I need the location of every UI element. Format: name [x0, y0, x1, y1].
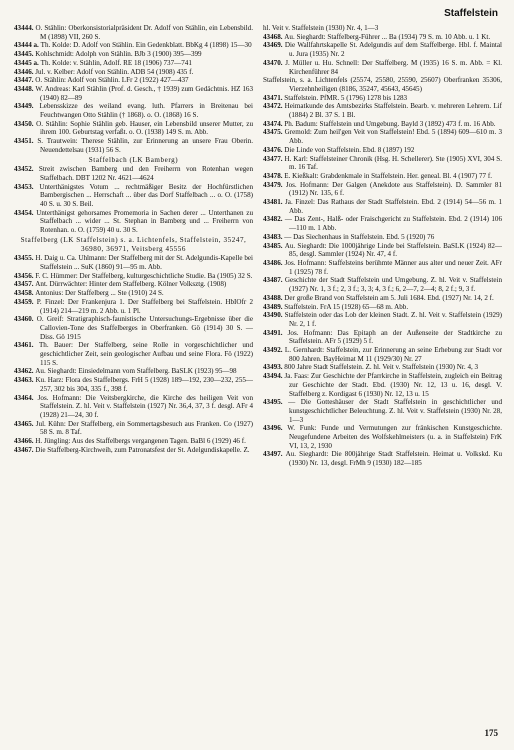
entry-text: Staffelstein, s. a. Lichtenfels (25574, 25580, 25590, 25607) Oberfranken 35306, Vierzehnheiligen (8186, 35247, 45643, 45645) — [263, 76, 502, 93]
entry-number: 43464. — [14, 393, 38, 402]
entry-text: W. Andreas: Karl Stählin (Prof. d. Gesch., † 1939) zum Gedächtnis. HZ 163 (1940) 82—89 — [35, 84, 254, 102]
entry-text: Gremold: Zum heil'gen Veit von Staffelstein! Ebd. 5 (1894) 609—610 m. 3 Abb. — [284, 128, 502, 146]
bibliography-entry — [263, 311, 502, 328]
entry-text: H. Daig u. Ca. Uhlmann: Der Staffelberg mit der St. Adelgundis-Kapelle bei Staffelstein ... SuK (1860) 91—95 m. Abb. — [35, 254, 253, 271]
bibliography-entry — [263, 94, 502, 103]
entry-text: Antonius: Der Staffelberg ... Ste (1910) 24 S. — [35, 289, 164, 298]
entry-text: S. Trautwein: Therese Stählin, zur Erinnerung an unsere Frau Oberin. Neuendettelsau (1931) 56 S. — [37, 137, 253, 154]
entry-number: 43490. — [263, 311, 285, 320]
entry-number: 43497. — [263, 450, 286, 459]
bibliography-entry — [263, 120, 502, 129]
bibliography-entry — [263, 450, 502, 467]
entry-number: 43444. — [14, 24, 36, 32]
entry-number: 43447. — [14, 76, 36, 85]
entry-number: 43474. — [263, 119, 285, 128]
bibliography-entry — [263, 259, 502, 276]
bibliography-entry — [263, 41, 502, 58]
entry-number: 43460. — [14, 315, 37, 324]
entry-text: Jul. v. Kelber: Adolf von Stählin. ADB 54 (1908) 435 f. — [35, 67, 194, 76]
entry-number: 43448. — [14, 84, 36, 93]
entry-text: O. Stählin: Adolf von Stählin. LFr 2 (1922) 427—437 — [35, 76, 189, 85]
bibliography-entry — [263, 276, 502, 293]
bibliography-entry — [14, 209, 253, 235]
entry-text: Die Linde von Staffelstein. Ebd. 8 (1897) 192 — [284, 145, 415, 154]
entry-text: Jul. Kühn: Der Staffelberg, ein Sommertagsbesuch aus Franken. Co (1927) 58 S. m. 8 Taf. — [35, 419, 254, 437]
entry-number: 43475. — [263, 128, 285, 137]
entry-text: Jos. Hofmann: Das Epitaph an der Außenseite der Stadtkirche zu Staffelstein. AFr 5 (1929) 5 f. — [287, 328, 502, 346]
bibliography-entry — [14, 341, 253, 367]
bibliography-entry — [14, 59, 253, 68]
bibliography-entry — [263, 146, 502, 155]
bibliography-entry — [14, 298, 253, 315]
entry-text: Heimatkunde des Amtsbezirks Staffelstein. Bearb. v. mehreren Lehrern. Lif (1884) 2 Bl. 37 S. 1 Bl. — [284, 102, 502, 120]
entry-text: Staffelstein. FrA 15 (1928) 65—68 m. Abb. — [284, 302, 409, 311]
bibliography-entry — [14, 446, 253, 455]
bibliography-entry — [14, 24, 253, 41]
entry-number: 43452. — [14, 165, 39, 174]
entry-text: Die Staffelberg-Kirchweih, zum Patronatsfest der St. Adelgundiskapelle. Z. — [35, 445, 250, 454]
bibliography-entry — [14, 437, 253, 446]
entry-text: Staffelstein. PfMR. 5 (1796) 1278 bis 1283 — [284, 93, 408, 102]
entry-text: Staffelstein oder das Lob der kleinen Stadt. Z. hl. Veit v. Staffelstein (1929) Nr. 2, 1 f. — [284, 311, 502, 328]
entry-number: 43483. — [263, 232, 285, 241]
entry-number: 43449. — [14, 102, 40, 111]
bibliography-entry — [263, 59, 502, 76]
bibliography-entry — [14, 254, 253, 271]
entry-text: Ja. Faas: Zur Geschichte der Pfarrkirche in Staffelstein, zugleich ein Beitrag zur Geschichte der Stadt. Ebd. (1930) Nr. 12, 13 u. 16, desgl. V. Staffelberg z. Kordigast 6 (1930) Nr. 12, 13 u. 15 — [284, 372, 502, 398]
bibliography-entry — [263, 346, 502, 363]
entry-text: — Die Gotteshäuser der Stadt Staffelstein in geschichtlicher und kunstgeschichtlicher Beleuchtung. Z. hl. Veit v. Staffelstein (1930) Nr. 28, 1—3 — [288, 398, 502, 424]
bibliography-entry — [263, 128, 502, 145]
bibliography-entry — [263, 198, 502, 215]
bibliography-entry — [263, 233, 502, 242]
entry-text: — Das Siechenhaus in Staffelstein. Ebd. 5 (1920) 76 — [284, 232, 435, 241]
bibliography-entry — [263, 215, 502, 232]
entry-number: 43446. — [14, 67, 36, 76]
entry-text: Ku. Harz: Flora des Staffelbergs. FrH 5 (1928) 189—192, 230—232, 255—257, 302 bis 304, 335 f., 398 f. — [35, 376, 254, 393]
entry-number: 43487. — [263, 276, 285, 285]
entry-text: H. Karl: Staffelsteiner Chronik (Hsg. H. Schellerer). Ste (1905) XVI, 304 S. m. 16 Taf. — [284, 154, 502, 172]
bibliography-entry — [263, 363, 502, 372]
bibliography-columns — [14, 24, 502, 724]
entry-number: 43489. — [263, 302, 285, 311]
entry-text: O. Greif: Stratigraphisch-faunistische Untersuchungs-Ergebnisse über die Callovien-Tone des Staffelberges in Oberfranken. Gö (1914) 30 S. — Diss. Gö 1915 — [36, 315, 253, 341]
section-subhead: Staffelbach (LK Bamberg) — [88, 155, 179, 164]
entry-text: 800 Jahre Stadt Staffelstein. Z. hl. Veit v. Staffelstein (1930) Nr. 4, 3 — [284, 363, 479, 372]
page-number: 175 — [484, 728, 498, 738]
entry-number: 43466. — [14, 437, 36, 446]
entry-text: Th. Kolde: v. Stählin, Adolf. RE 18 (1906) 737—741 — [40, 58, 192, 67]
bibliography-entry — [263, 372, 502, 398]
bibliography-entry — [14, 280, 253, 289]
bibliography-entry — [14, 394, 253, 420]
bibliography-entry — [14, 315, 253, 341]
entry-number: 43462. — [14, 367, 36, 376]
entry-number: 43461. — [14, 341, 39, 350]
entry-text: P. Finzel: Der Frankenjura 1. Der Staffelberg bei Staffelstein. HbIOfr 2 (1914) 214—219 m. 2 Abb. u. 1 Pl. — [36, 297, 254, 315]
entry-number: 43482. — [263, 215, 285, 224]
bibliography-entry — [263, 424, 502, 450]
entry-number: 43457. — [14, 280, 36, 289]
entry-number: 43479. — [263, 180, 286, 189]
entry-number: 43444 a. — [14, 41, 41, 50]
entry-number: 43477. — [263, 154, 285, 163]
entry-number: 43481. — [263, 198, 286, 207]
entry-number: 43488. — [263, 293, 285, 302]
bibliography-entry — [14, 289, 253, 298]
bibliography-entry — [263, 398, 502, 424]
entry-text: O. Stählin: Oberkonsistorialpräsident Dr. Adolf von Stählin, ein Lebensbild. M (1898) VII, 260 S. — [35, 24, 253, 41]
bibliography-entry — [14, 85, 253, 102]
entry-text: Jos. Hofmann: Staffelsteins berühmte Männer aus alter und neuer Zeit. AFr 1 (1925) 78 f. — [284, 258, 502, 276]
entry-number: 43453. — [14, 182, 40, 191]
entry-number: 43470. — [263, 58, 286, 67]
entry-text: Th. Bauer: Der Staffelberg, seine Rolle in vorgeschichtlicher und geschichtlicher Zeit, sein geologischer Aufbau und seine Flora. Fö (1922) 115 S. — [38, 341, 254, 367]
entry-text: Kohlschmidt: Adolph von Stählin. BJb 3 (1900) 395—399 — [35, 50, 202, 59]
entry-text: Au. Sieghardt: Einsiedelmann vom Staffelberg. BaSLK (1923) 95—98 — [35, 367, 237, 376]
entry-text: Unterthänigstes Votum ... rechtmäßiger Besitz der Hochfürstlichen Bambergischen ... Herrschaft ... über das Dorf Staffelbach ... o. O. (1758) 40 S. u. 30 S. Beil. — [39, 182, 253, 209]
bibliography-entry — [14, 272, 253, 281]
entry-text: hl. Veit v. Staffelstein (1930) Nr. 4, 1—3 — [263, 24, 379, 32]
bibliography-entry — [14, 376, 253, 393]
entry-number: 43445. — [14, 50, 36, 59]
entry-text: L. Gernhardt: Staffelstein, zur Erinnerung an seine Erhebung zur Stadt vor 800 Jahren. BayHeimat M 11 (1929/30) Nr. 27 — [284, 346, 502, 363]
left-column — [14, 24, 253, 724]
entry-text: Au. Sieghardt: Die 1000jährige Linde bei Staffelstein. BaSLK (1924) 82—85, desgl. Sammler (1924) Nr. 47, 4 f. — [284, 241, 502, 259]
entry-number: 43493. — [263, 363, 285, 372]
entry-number: 43472. — [263, 102, 285, 111]
entry-number: 43491. — [263, 328, 288, 337]
entry-number: 43465. — [14, 419, 36, 428]
entry-number: 43495. — [263, 398, 289, 407]
entry-number: 43478. — [263, 171, 285, 180]
bibliography-entry — [263, 24, 502, 33]
entry-number: 43469. — [263, 41, 285, 50]
entry-number: 43455. — [14, 254, 36, 263]
bibliography-entry — [14, 120, 253, 137]
bibliography-entry — [263, 33, 502, 42]
right-column — [263, 24, 502, 724]
bibliography-entry — [14, 76, 253, 85]
entry-number: 43494. — [263, 372, 285, 381]
entry-text: Th. Kolde: D. Adolf von Stählin. Ein Gedenkblatt. BbKg 4 (1898) 15—30 — [40, 41, 252, 50]
entry-text: Streit zwischen Bamberg und den Freiherrn von Rotenhan wegen Staffelbach. DBT 1202 Nr. 4621—4624 — [38, 165, 253, 182]
entry-number: 43450. — [14, 119, 37, 128]
entry-number: 43445 a. — [14, 58, 41, 67]
entry-number: 43451. — [14, 137, 38, 146]
bibliography-entry — [14, 165, 253, 182]
entry-number: 43454. — [14, 208, 37, 217]
bibliography-entry — [263, 329, 502, 346]
entry-text: J. Müller u. Hu. Schnell: Der Staffelberg. M (1935) 16 S. m. Abb. = Kl. Kirchenführer 84 — [285, 58, 502, 76]
bibliography-entry — [14, 102, 253, 119]
entry-number: 43459. — [14, 297, 37, 306]
bibliography-entry — [14, 420, 253, 437]
entry-text: F. C. Hümmer: Der Staffelberg, kulturgeschichtliche Studie. Ba (1905) 32 S. — [35, 271, 253, 280]
entry-text: Der große Brand von Staffelstein am 5. Juli 1684. Ebd. (1927) Nr. 14, 2 f. — [284, 293, 494, 302]
entry-number: 43476. — [263, 145, 285, 154]
entry-text: Lebensskizze des weiland evang. luth. Pfarrers in Breitenau bei Feuchtwangen Otto Stählin († 1868). o. O. (1868) 16 S. — [39, 102, 253, 120]
entry-text: Au. Sieghardt: Die 800jährige Stadt Staffelstein. Heimat u. Volkskd. Ku (1930) Nr. 13, desgl. FrMh 9 (1930) 182—185 — [285, 450, 502, 468]
entry-text: Jos. Hofmann: Die Veitsbergkirche, die Kirche des heiligen Veit von Staffelstein. Z. hl. Veit v. Staffelstein (1927) Nr. 36,4, 37, 3 f. desgl. AFr 4 (1928) 21—24, 30 f. — [37, 393, 253, 419]
entry-number: 43486. — [263, 258, 285, 267]
bibliography-entry — [263, 172, 502, 181]
bibliography-entry — [263, 181, 502, 198]
bibliography-entry — [263, 102, 502, 119]
entry-text: Geschichte der Stadt Staffelstein und Umgebung. Z. hl. Veit v. Staffelstein (1927) Nr. 1, 3 f.; 2, 3 f.; 3, 3; 4, 3 f.; 6, 2—7, 2—4; 8, 2 f.; 9, 3 f. — [284, 276, 502, 294]
section-subhead: Staffelberg (LK Staffelstein) s. a. Lichtenfels, Staffelstein, 35247, 36980, 36971, Veitsberg 45556 — [20, 235, 247, 253]
entry-text: Ja. Finzel: Das Rathaus der Stadt Staffelstein. Ebd. 2 (1914) 54—56 m. 1 Abb. — [285, 198, 502, 215]
bibliography-entry — [263, 294, 502, 303]
entry-text: H. Jüngling: Aus des Staffelbergs vergangenen Tagen. BaBl 6 (1929) 46 f. — [35, 437, 246, 446]
entry-number: 43496. — [263, 424, 288, 433]
bibliography-entry — [14, 367, 253, 376]
entry-text: Ph. Badum: Staffelstein und Umgebung. Bayld 3 (1892) 473 f. m. 16 Abb. — [284, 119, 496, 128]
entry-text: — Das Zent-, Halß- oder Fraischgericht zu Staffelstein. Ebd. 2 (1914) 106—110 m. 1 Abb. — [284, 215, 502, 233]
entry-number: 43456. — [14, 271, 36, 280]
entry-text: W. Funk: Funde und Vermutungen zur fränkischen Kunstgeschichte. Neugefundene Arbeiten des Wolfskehlmeisters (u. a. in Staffelstein) FrK VI, 13, 2, 1930 — [287, 424, 502, 450]
entry-text: Ant. Dürrwächter: Hinter dem Staffelberg. Kölner Volksztg. (1908) — [35, 280, 227, 289]
entry-number: 43471. — [263, 93, 285, 102]
bibliography-entry — [14, 183, 253, 209]
entry-number: 43492. — [263, 346, 285, 355]
entry-text: Die Wallfahrtskapelle St. Adelgundis auf dem Staffelberge. Hbl. f. Maintal u. Jura (1935) Nr. 2 — [284, 41, 502, 59]
bibliography-entry — [263, 303, 502, 312]
entry-text: Unterthänigst gehorsames Promemoria in Sachen derer ... Unterthanen zu Staffelbach ... wider ... St. Stephan in Bamberg und ... Freiherrn von Rotenhan. o. O. (1759) 40 u. 30 S. — [36, 208, 253, 235]
entry-number: 43467. — [14, 445, 36, 454]
entry-text: E. Kießkalt: Grabdenkmale in Staffelstein. Her. geneal. Bl. 4 (1907) 77 f. — [284, 171, 492, 180]
bibliography-entry — [14, 137, 253, 154]
entry-text: O. Stählin: Sophie Stählin geb. Hauser, ein Lebensbild unserer Mutter, zu ihrem 100. Geburtstag verfaßt. o. O. (1938) 149 S. m. Abb. — [36, 119, 254, 137]
bibliography-entry — [14, 50, 253, 59]
entry-text: Jos. Hofmann: Der Galgen (Anekdote aus Staffelstein). D. Sammler 81 (1912) Nr. 135, 6 f. — [285, 180, 502, 198]
running-head: Staffelstein — [444, 8, 498, 19]
bibliography-entry — [263, 76, 502, 93]
entry-text: Au. Sieghardt: Staffelberg-Führer ... Ba (1934) 79 S. m. 10 Abb. u. 1 Kt. — [284, 32, 491, 41]
entry-number: 43463. — [14, 376, 36, 385]
bibliography-entry — [263, 242, 502, 259]
bibliography-entry — [14, 68, 253, 77]
bibliography-entry — [14, 41, 253, 50]
entry-number: 43458. — [14, 289, 36, 298]
entry-number: 43468. — [263, 32, 285, 41]
entry-number: 43485. — [263, 241, 285, 250]
bibliography-entry — [263, 155, 502, 172]
